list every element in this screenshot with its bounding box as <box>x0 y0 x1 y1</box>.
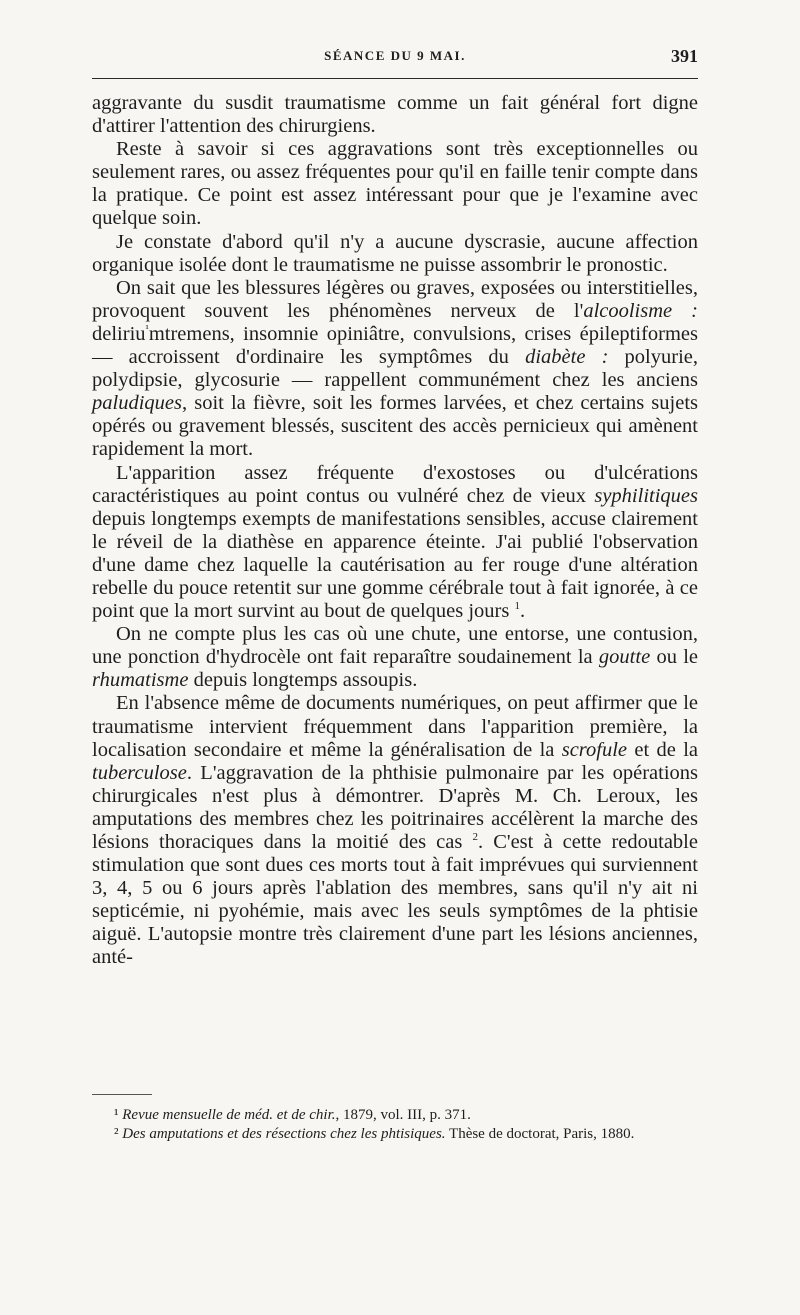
text-span: L'apparition assez fréquente d'exostoses ou d'ulcérations caractéristiques au point contus ou vulnéré chez de vieux <box>92 461 698 507</box>
footnote <box>92 1106 698 1125</box>
italic-span: goutte <box>598 646 651 669</box>
text-span: On ne compte plus les cas où une chute, une entorse, une contusion, une ponction d'hydrocèle ont fait reparaître soudainement la <box>92 623 698 669</box>
paragraph <box>92 462 698 624</box>
running-header <box>92 46 698 70</box>
text-span: , 1879, vol. III, p. 371. <box>335 1107 471 1123</box>
footnotes <box>92 1106 698 1144</box>
text-span: . L'aggravation de la phthisie pulmonaire par les opérations chirurgicales n'est plus à démontrer. D'après M. Ch. Leroux, les amputations des membres chez les poitrinaires accélèrent la marche des lésions thoraciques dans la moitié des cas <box>92 761 698 853</box>
paragraph <box>92 231 698 277</box>
italic-span: diabète : <box>525 346 609 369</box>
text-span: et de la <box>627 738 698 761</box>
text-span: depuis longtemps assoupis. <box>188 669 418 692</box>
italic-span: tuberculose <box>92 761 187 784</box>
footnote-separator <box>92 1094 152 1095</box>
text-span: Thèse de doctorat, Paris, 1880. <box>445 1126 635 1142</box>
text-span: depuis longtemps exempts de manifestations sensibles, accuse clairement le réveil de la diathèse en apparence éteinte. J'ai publié l'observation d'une dame chez laquelle la cautérisation au fer rouge d'une altération rebelle du pouce retentit sur une gomme cérébrale tout à fait ignorée, à ce point que la mort survint au bout de quelques jours <box>92 507 698 623</box>
footnote-ref: 1 <box>514 600 520 613</box>
text-span: mtremens, insomnie opiniâtre, convulsions, crises épileptiformes — accroissent d'ordinaire les symptômes du <box>92 322 698 369</box>
text-span: ¹ <box>114 1107 123 1123</box>
header-title: SÉANCE DU 9 MAI. <box>324 48 466 63</box>
paragraph <box>92 692 698 969</box>
text-span: Reste à savoir si ces aggravations sont très exceptionnelles ou seulement rares, ou assez fréquentes pour qu'il en faille tenir compte dans la pratique. Ce point est assez intéressant pour que je l'examine avec quelque soin. <box>92 138 698 230</box>
italic-span: paludiques <box>92 392 182 415</box>
italic-span: rhumatisme <box>92 669 189 692</box>
italic-span: scrofule <box>561 738 628 761</box>
text-span: deliriu <box>92 322 146 345</box>
paragraph <box>92 92 698 138</box>
italic-span: alcoolisme : <box>583 299 698 322</box>
italic-span: Des amputations et des résections chez les phtisiques. <box>122 1126 446 1142</box>
text-span: aggravante du susdit traumatisme comme un fait général fort digne d'attirer l'attention des chirurgiens. <box>92 92 698 138</box>
footnote-ref: 2 <box>472 831 478 844</box>
text-span: polyurie, polydipsie, glycosurie — rappellent communément chez les anciens <box>92 346 698 392</box>
text-span: , soit la fièvre, soit les formes larvées, et chez certains sujets opérés ou gravement blessés, suscitent des accès pernicieux qui amènent rapidement la mort. <box>92 392 698 461</box>
page-number: 391 <box>671 46 698 66</box>
text-span: . <box>519 600 526 623</box>
italic-span: syphilitiques <box>594 484 698 507</box>
header-rule <box>92 78 698 79</box>
italic-span: Revue mensuelle de méd. et de chir. <box>122 1107 336 1123</box>
text-span: En l'absence même de documents numériques, on peut affirmer que le traumatisme intervient fréquemment dans l'apparition première, la localisation secondaire et même la généralisation de la <box>92 692 698 761</box>
text-span: On sait que les blessures légères ou graves, exposées ou interstitielles, provoquent souvent les phénomènes nerveux de l' <box>92 276 698 322</box>
text-span: ou le <box>650 646 698 669</box>
text-span: . C'est à cette redoutable stimulation que sont dues ces morts tout à fait imprévues qui surviennent 3, 4, 5 ou 6 jours après l'ablation des membres, sans qu'il n'y ait ni septicémie, ni pyohémie, mais avec les seuls symptômes de la phtisie aiguë. L'autopsie montre très clairement d'une part les lésions anciennes, anté- <box>92 831 698 969</box>
body-text <box>92 92 698 970</box>
paragraph <box>92 138 698 230</box>
footnote-ref: ¹ <box>145 323 149 336</box>
paragraph <box>92 623 698 692</box>
text-span: ² <box>114 1126 123 1142</box>
paragraph <box>92 277 698 462</box>
text-span: Je constate d'abord qu'il n'y a aucune dyscrasie, aucune affection organique isolée dont le traumatisme ne puisse assombrir le pronostic. <box>92 230 698 276</box>
footnote <box>92 1125 698 1144</box>
